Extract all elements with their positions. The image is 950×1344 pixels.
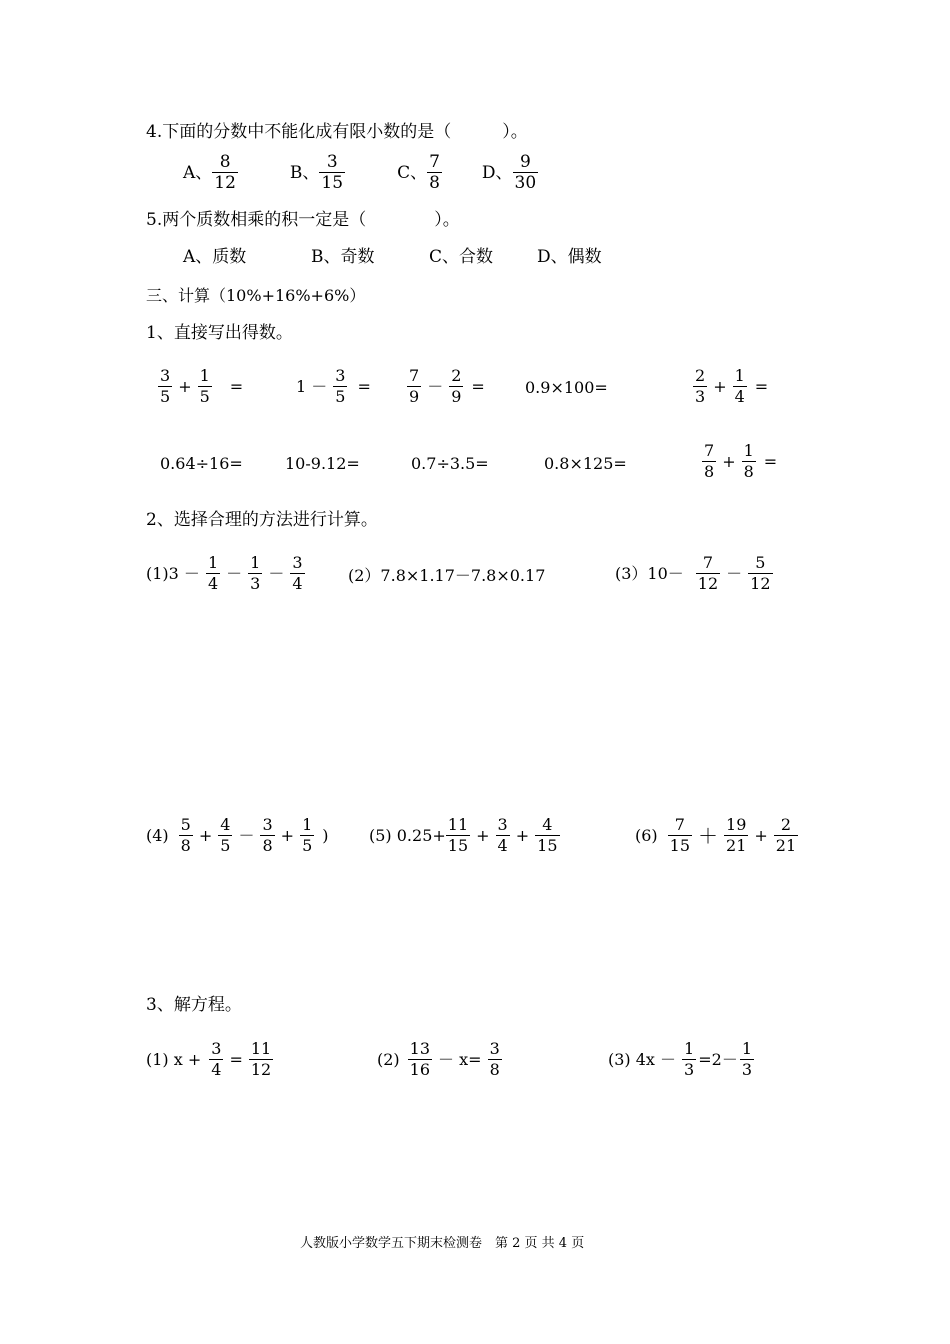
section3-title: 三、计算（10%+16%+6%） <box>146 286 366 305</box>
operator: － x= <box>438 1049 482 1069</box>
fraction: $\frac{7}{8}$ <box>429 152 440 193</box>
fraction: $\frac{3}{4}$ <box>211 1039 222 1079</box>
calc-r2-e5 <box>702 441 777 482</box>
problem-label: (6) <box>635 825 658 845</box>
problem-label: (3）10－ <box>615 563 684 583</box>
option-label: D、 <box>481 162 513 183</box>
fraction: $\frac{19}{21}$ <box>726 815 747 855</box>
operator: + <box>713 376 727 396</box>
part1-title: 1、直接写出得数。 <box>146 323 293 343</box>
operator: － <box>427 376 444 396</box>
fraction: $\frac{3}{15}$ <box>321 152 344 193</box>
equals: = <box>357 376 371 396</box>
equals: = <box>754 376 769 396</box>
part2-p4 <box>146 815 329 856</box>
calc-r1-e4: 0.9×100= <box>525 378 608 397</box>
fraction: $\frac{4}{15}$ <box>537 815 558 855</box>
fraction: $\frac{7}{15}$ <box>669 815 691 855</box>
calc-r2-e4: 0.8×125= <box>544 454 627 473</box>
operator: － <box>268 563 285 583</box>
part2-p3 <box>615 553 773 594</box>
fraction: $\frac{7}{8}$ <box>704 441 715 481</box>
q4-option-c <box>397 152 442 193</box>
part2-p2: (2）7.8×1.17－7.8×0.17 <box>348 566 546 585</box>
q5-option-b: B、奇数 <box>311 247 375 267</box>
part3-title: 3、解方程。 <box>146 995 242 1015</box>
calc-r1-e1 <box>158 366 243 407</box>
page-footer: 人教版小学数学五下期末检测卷 第 2 页 共 4 页 <box>300 1236 585 1251</box>
fraction: $\frac{7}{12}$ <box>697 553 719 593</box>
calc-r1-e5 <box>693 366 768 407</box>
option-label: A、 <box>183 162 213 183</box>
part2-p6 <box>635 815 798 856</box>
operator: + <box>722 451 736 471</box>
calc-r1-e2 <box>296 366 371 407</box>
fraction: $\frac{3}{4}$ <box>497 815 508 855</box>
operator: + <box>515 825 530 845</box>
calc-r2-e2: 10-9.12= <box>285 454 360 473</box>
fraction: $\frac{3}{5}$ <box>160 366 171 406</box>
operator: + <box>198 825 213 845</box>
fraction: $\frac{2}{9}$ <box>451 366 462 406</box>
fraction: $\frac{1}{5}$ <box>302 815 313 855</box>
equals: = <box>229 376 244 396</box>
fraction: $\frac{3}{5}$ <box>335 366 346 406</box>
problem-label: (1) x + <box>146 1049 202 1069</box>
problem-label: (1)3 － <box>146 563 200 583</box>
fraction: $\frac{1}{3}$ <box>250 553 261 593</box>
equals: = <box>229 1049 243 1069</box>
calc-r2-e3: 0.7÷3.5= <box>411 454 489 473</box>
problem-label: (3) 4x － <box>608 1049 677 1069</box>
equation-3 <box>608 1039 754 1080</box>
part2-p5 <box>369 815 560 856</box>
q5-option-a: A、质数 <box>183 247 247 267</box>
fraction: $\frac{13}{16}$ <box>409 1039 431 1079</box>
operator: － <box>726 563 743 583</box>
fraction: $\frac{3}{4}$ <box>292 553 303 593</box>
operator: ＋ <box>698 823 719 848</box>
operator: =2－ <box>698 1049 738 1069</box>
q4-stem: 4.下面的分数中不能化成有限小数的是（ ）。 <box>146 122 528 142</box>
fraction: $\frac{9}{30}$ <box>514 152 537 193</box>
operator: + <box>280 825 295 845</box>
fraction: $\frac{1}{3}$ <box>741 1039 753 1079</box>
q4-options <box>183 152 538 193</box>
q4-option-a <box>183 152 238 193</box>
fraction: $\frac{5}{12}$ <box>750 553 771 593</box>
fraction: $\frac{4}{5}$ <box>220 815 231 855</box>
option-label: B、 <box>289 162 320 183</box>
option-label: C、 <box>397 162 428 183</box>
operator: + <box>178 376 192 396</box>
equation-2 <box>377 1039 502 1080</box>
equals: = <box>763 451 778 471</box>
fraction: $\frac{1}{4}$ <box>207 553 219 593</box>
problem-label: (2) <box>377 1049 400 1069</box>
fraction: $\frac{3}{8}$ <box>489 1039 500 1079</box>
fraction: $\frac{1}{3}$ <box>684 1039 695 1079</box>
operator: － <box>226 563 243 583</box>
fraction: $\frac{5}{8}$ <box>180 815 191 855</box>
q5-option-d: D、偶数 <box>537 247 602 267</box>
fraction: $\frac{2}{3}$ <box>695 366 706 406</box>
q4-option-b <box>290 152 345 193</box>
operator: + <box>754 825 768 845</box>
part2-title: 2、选择合理的方法进行计算。 <box>146 510 378 530</box>
part2-p1 <box>146 553 305 594</box>
operator: + <box>476 825 490 845</box>
fraction: $\frac{8}{12}$ <box>214 152 236 193</box>
calc-r1-e3 <box>407 366 485 407</box>
problem-label: (4) <box>146 825 169 845</box>
calc-r2-e1: 0.64÷16= <box>160 454 243 473</box>
fraction: $\frac{1}{8}$ <box>743 441 754 481</box>
fraction: $\frac{1}{5}$ <box>199 366 210 406</box>
problem-label: (5) 0.25+ <box>369 825 446 845</box>
paren: ) <box>322 825 329 845</box>
q4-option-d <box>482 152 538 193</box>
equation-1 <box>146 1039 273 1080</box>
fraction: $\frac{2}{21}$ <box>775 815 797 855</box>
fraction: $\frac{3}{8}$ <box>262 815 273 855</box>
q5-stem: 5.两个质数相乘的积一定是（ ）。 <box>146 210 460 230</box>
q5-option-c: C、合数 <box>429 247 494 267</box>
fraction: $\frac{7}{9}$ <box>409 366 420 406</box>
fraction: $\frac{1}{4}$ <box>734 366 745 406</box>
equals: = <box>471 376 485 396</box>
lead: 1 － <box>296 376 328 396</box>
fraction: $\frac{11}{15}$ <box>447 815 469 855</box>
fraction: $\frac{11}{12}$ <box>250 1039 272 1079</box>
operator: － <box>238 825 255 845</box>
